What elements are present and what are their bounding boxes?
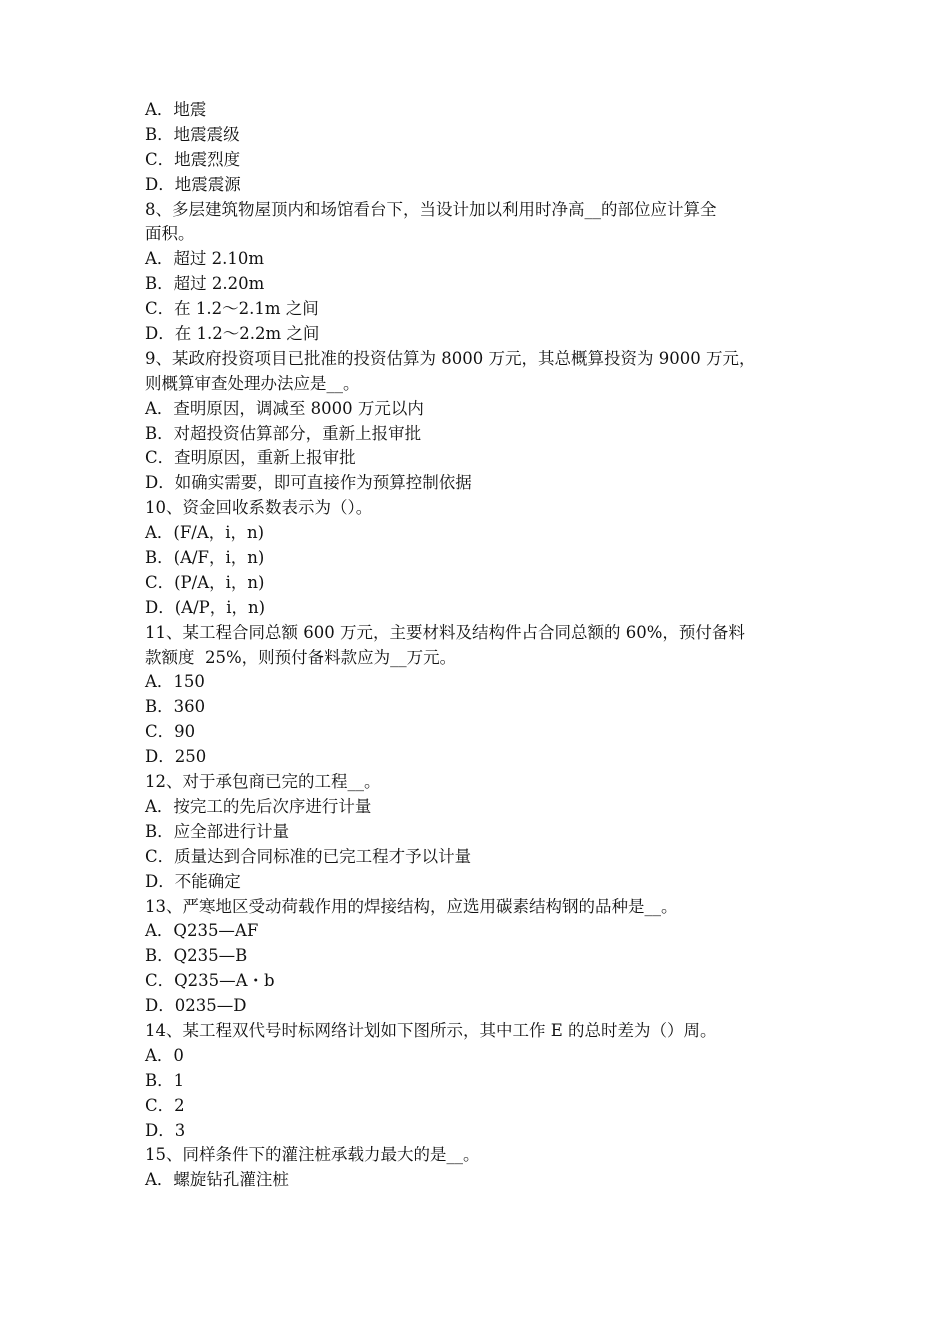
text-line: C．地震烈度 (145, 149, 241, 169)
text-line: 14、某工程双代号时标网络计划如下图所示，其中工作 E 的总时差为（）周。 (145, 1020, 717, 1040)
text-line: B．(A/F，i，n) (145, 548, 265, 568)
text-line: A．地震 (145, 100, 207, 119)
text-line: A．0 (145, 1045, 184, 1065)
text-line: 11、某工程合同总额 600 万元，主要材料及结构件占合同总额的 60%，预付备料 (145, 622, 745, 642)
text-line: A．Q235—AF (145, 921, 259, 941)
text-line: C．查明原因，重新上报审批 (145, 448, 356, 468)
text-line: D．0235—D (145, 996, 247, 1016)
text-line: 面积。 (145, 224, 195, 244)
text-line: A．超过 2.10m (145, 249, 265, 269)
text-line: C．90 (145, 722, 196, 742)
text-line: D．不能确定 (145, 871, 241, 891)
text-line: 9、某政府投资项目已批准的投资估算为 8000 万元，其总概算投资为 9000 万元， (145, 348, 756, 368)
text-line: B．Q235—B (145, 946, 248, 966)
text-line: C．2 (145, 1095, 185, 1115)
text-line: B．1 (145, 1070, 185, 1090)
text-line: 13、严寒地区受动荷载作用的焊接结构，应选用碳素结构钢的品种是__。 (145, 896, 678, 916)
text-line: B．应全部进行计量 (145, 821, 290, 841)
question-text-block (145, 98, 810, 1193)
text-line: C．(P/A，i，n) (145, 572, 265, 592)
text-line: D．(A/P，i，n) (145, 597, 266, 617)
text-line: D．250 (145, 747, 207, 767)
text-line: B．360 (145, 697, 206, 717)
text-line: C．在 1.2～2.1m 之间 (145, 299, 319, 319)
text-line: D．地震震源 (145, 174, 241, 194)
text-line: 款额度 25%，则预付备料款应为__万元。 (145, 647, 457, 667)
text-line: A．按完工的先后次序进行计量 (145, 796, 372, 816)
text-line: 则概算审查处理办法应是__。 (145, 373, 360, 393)
text-line: A．查明原因，调减至 8000 万元以内 (145, 398, 424, 418)
text-line: B．对超投资估算部分，重新上报审批 (145, 423, 422, 443)
text-line: B．地震震级 (145, 124, 240, 144)
text-line: D．在 1.2～2.2m 之间 (145, 324, 320, 344)
text-line: 12、对于承包商已完的工程__。 (145, 772, 381, 792)
text-line: 15、同样条件下的灌注桩承载力最大的是__。 (145, 1145, 480, 1165)
text-line: A．(F/A，i，n) (145, 523, 265, 543)
text-line: D．3 (145, 1120, 186, 1140)
text-line: C．质量达到合同标准的已完工程才予以计量 (145, 846, 472, 866)
text-line: 10、资金回收系数表示为（）。 (145, 498, 373, 518)
text-line: B．超过 2.20m (145, 274, 265, 294)
text-line: 8、多层建筑物屋顶内和场馆看台下，当设计加以利用时净高__的部位应计算全 (145, 199, 717, 219)
text-line: C．Q235—A・b (145, 971, 275, 991)
text-line: A．150 (145, 672, 205, 692)
text-line: A．螺旋钻孔灌注桩 (145, 1170, 289, 1190)
text-line: D．如确实需要，即可直接作为预算控制依据 (145, 473, 472, 493)
